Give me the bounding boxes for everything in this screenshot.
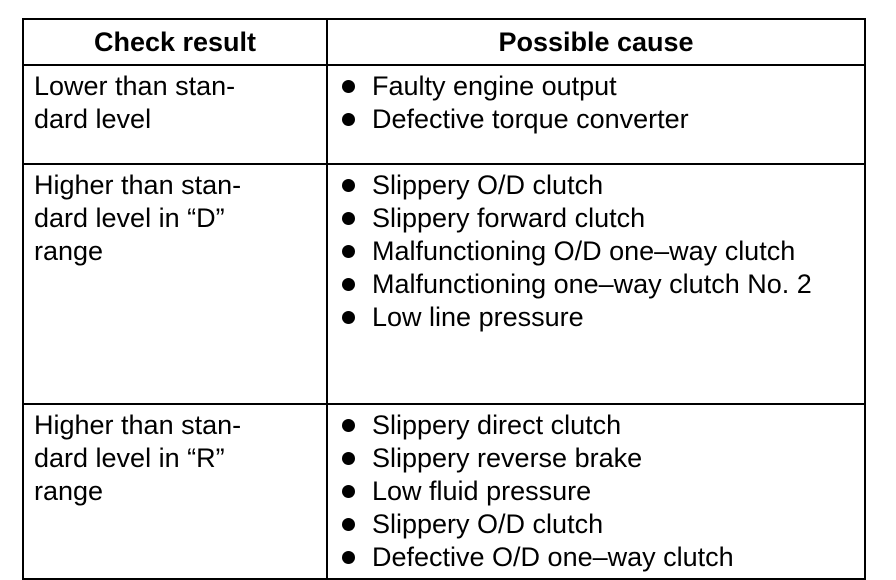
cause-text: Slippery direct clutch [372, 410, 622, 440]
check-result-cell: Higher than stan- dard level in “D” range [23, 164, 327, 404]
table-row [23, 65, 865, 164]
cause-text: Low fluid pressure [372, 476, 592, 506]
cause-list [340, 169, 856, 334]
cause-list [340, 70, 856, 136]
bullet-icon [340, 301, 372, 334]
cause-text: Slippery O/D clutch [372, 509, 604, 539]
cause-list [340, 409, 856, 574]
bullet-icon [340, 268, 372, 301]
list-item [340, 202, 856, 235]
table-row [23, 164, 865, 404]
cause-text: Slippery forward clutch [372, 203, 646, 233]
list-item [340, 301, 856, 334]
header-possible-cause: Possible cause [327, 19, 865, 65]
bullet-icon [340, 235, 372, 268]
possible-cause-cell [327, 404, 865, 579]
bullet-icon [340, 70, 372, 103]
bullet-icon [340, 202, 372, 235]
cause-text: Slippery O/D clutch [372, 170, 604, 200]
list-item [340, 169, 856, 202]
bullet-icon [340, 103, 372, 136]
bullet-icon [340, 475, 372, 508]
cause-text: Malfunctioning one–way clutch No. 2 [372, 269, 812, 299]
possible-cause-cell [327, 65, 865, 164]
cause-text: Defective O/D one–way clutch [372, 542, 734, 572]
list-item [340, 409, 856, 442]
bullet-icon [340, 442, 372, 475]
table-row [23, 404, 865, 579]
list-item [340, 508, 856, 541]
cause-text: Malfunctioning O/D one–way clutch [372, 236, 796, 266]
bullet-icon [340, 169, 372, 202]
cause-text: Low line pressure [372, 302, 584, 332]
list-item [340, 103, 856, 136]
table-header-row [23, 19, 865, 65]
cause-text: Faulty engine output [372, 71, 617, 101]
list-item [340, 475, 856, 508]
possible-cause-cell [327, 164, 865, 404]
diagnosis-table [22, 18, 866, 580]
header-check-result: Check result [23, 19, 327, 65]
check-result-cell: Lower than stan- dard level [23, 65, 327, 164]
bullet-icon [340, 508, 372, 541]
bullet-icon [340, 409, 372, 442]
list-item [340, 541, 856, 574]
list-item [340, 235, 856, 268]
cause-text: Defective torque converter [372, 104, 689, 134]
check-result-cell: Higher than stan- dard level in “R” range [23, 404, 327, 579]
list-item [340, 442, 856, 475]
list-item [340, 268, 856, 301]
bullet-icon [340, 541, 372, 574]
list-item [340, 70, 856, 103]
cause-text: Slippery reverse brake [372, 443, 643, 473]
